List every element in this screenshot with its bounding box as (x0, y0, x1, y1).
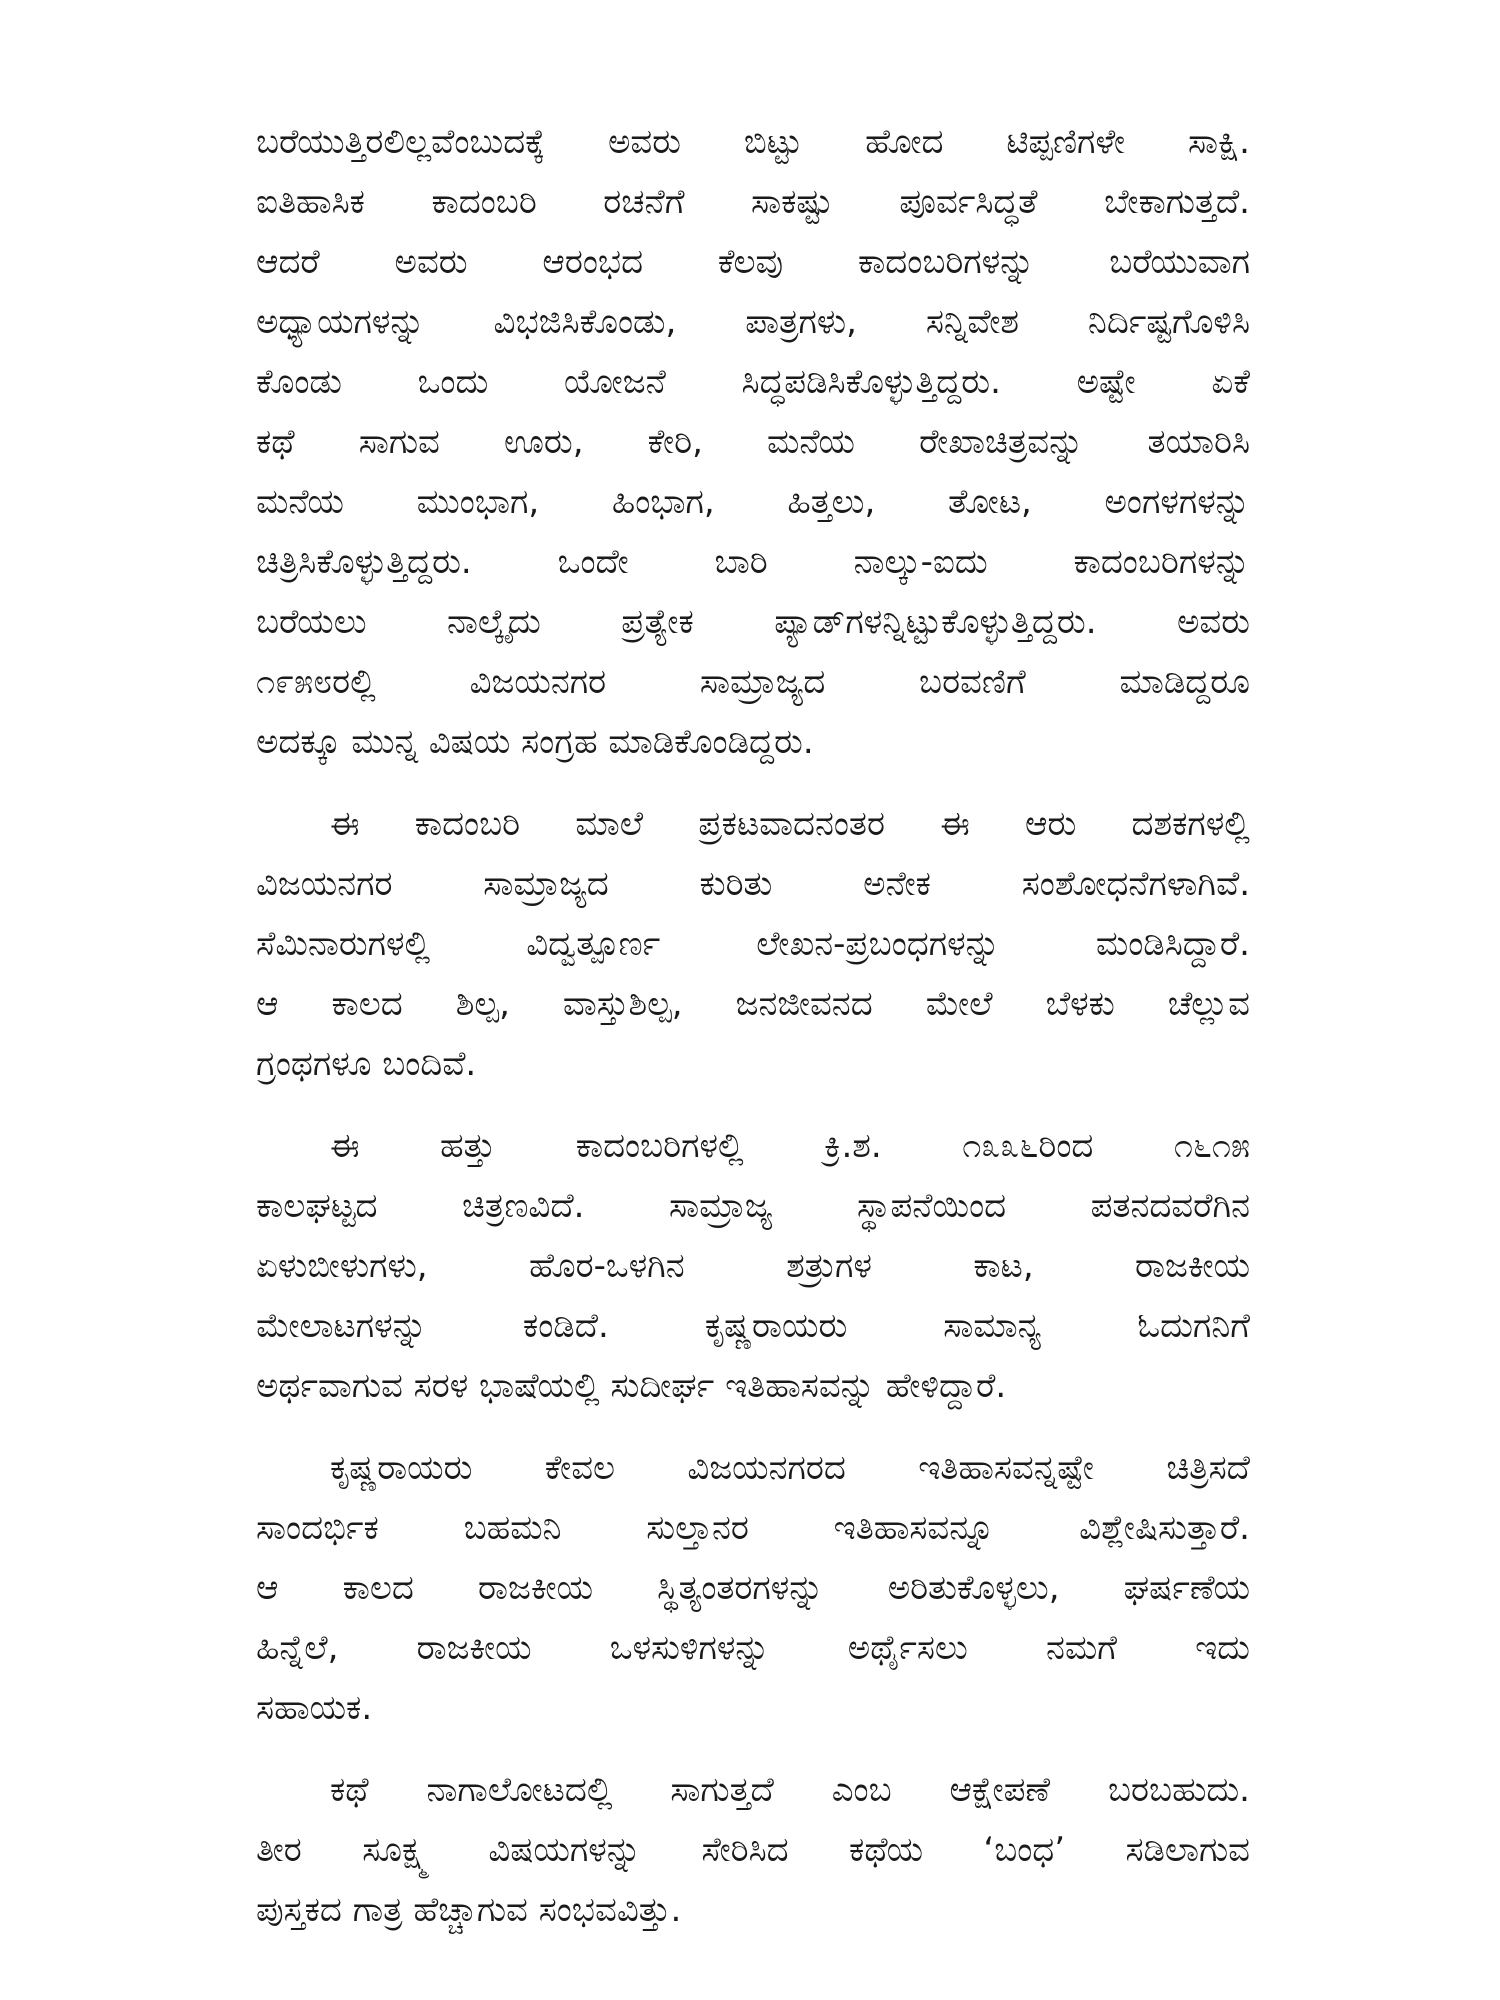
text-line: ೧೯೫೮ರಲ್ಲಿ ವಿಜಯನಗರ ಸಾಮ್ರಾಜ್ಯದ ಬರವಣಿಗೆ ಮಾಡಿದ್ದರೂ (256, 662, 1250, 702)
text-line: ಮನೆಯ ಮುಂಭಾಗ, ಹಿಂಭಾಗ, ಹಿತ್ತಲು, ತೋಟ, ಅಂಗಳಗಳನ್ನು (256, 482, 1250, 522)
text-line: ಕೃಷ್ಣರಾಯರು ಕೇವಲ ವಿಜಯನಗರದ ಇತಿಹಾಸವನ್ನಷ್ಟೇ ಚಿತ್ರಿಸದೆ (330, 1448, 1250, 1488)
text-line: ಅದಕ್ಕೂ ಮುನ್ನ ವಿಷಯ ಸಂಗ್ರಹ ಮಾಡಿಕೊಂಡಿದ್ದರು. (256, 722, 814, 762)
paragraph (256, 1760, 1250, 1940)
text-line: ಕಾಲಘಟ್ಟದ ಚಿತ್ರಣವಿದೆ. ಸಾಮ್ರಾಜ್ಯ ಸ್ಥಾಪನೆಯಿಂದ ಪತನದವರೆಗಿನ (256, 1186, 1250, 1226)
text-line: ಈ ಹತ್ತು ಕಾದಂಬರಿಗಳಲ್ಲಿ ಕ್ರಿ.ಶ. ೧೩೩೬ರಿಂದ ೧೬೧೫ (330, 1126, 1250, 1166)
text-line: ಬರೆಯಲು ನಾಲ್ಕೈದು ಪ್ರತ್ಯೇಕ ಪ್ಯಾಡ್‌ಗಳನ್ನಿಟ್ಟುಕೊಳ್ಳುತ್ತಿದ್ದರು. ಅವರು (256, 602, 1250, 642)
text-line: ಕಥೆ ನಾಗಾಲೋಟದಲ್ಲಿ ಸಾಗುತ್ತದೆ ಎಂಬ ಆಕ್ಷೇಪಣೆ ಬರಬಹುದು. (330, 1770, 1250, 1810)
text-line: ಆ ಕಾಲದ ಶಿಲ್ಪ, ವಾಸ್ತುಶಿಲ್ಪ, ಜನಜೀವನದ ಮೇಲೆ ಬೆಳಕು ಚೆಲ್ಲುವ (256, 984, 1250, 1024)
paragraph (256, 1438, 1250, 1738)
text-line: ಏಳುಬೀಳುಗಳು, ಹೊರ-ಒಳಗಿನ ಶತ್ರುಗಳ ಕಾಟ, ರಾಜಕೀಯ (256, 1246, 1250, 1286)
text-line: ಈ ಕಾದಂಬರಿ ಮಾಲೆ ಪ್ರಕಟವಾದನಂತರ ಈ ಆರು ದಶಕಗಳಲ್ಲಿ (330, 804, 1250, 844)
text-line: ಆ ಕಾಲದ ರಾಜಕೀಯ ಸ್ಥಿತ್ಯಂತರಗಳನ್ನು ಅರಿತುಕೊಳ್ಳಲು, ಘರ್ಷಣೆಯ (256, 1568, 1250, 1608)
text-line: ಆದರೆ ಅವರು ಆರಂಭದ ಕೆಲವು ಕಾದಂಬರಿಗಳನ್ನು ಬರೆಯುವಾಗ (256, 242, 1250, 282)
text-line: ಸೆಮಿನಾರುಗಳಲ್ಲಿ ವಿದ್ವತ್ಪೂರ್ಣ ಲೇಖನ-ಪ್ರಬಂಧಗಳನ್ನು ಮಂಡಿಸಿದ್ದಾರೆ. (256, 924, 1250, 964)
paragraph (256, 1116, 1250, 1416)
text-line: ಸಾಂದರ್ಭಿಕ ಬಹಮನಿ ಸುಲ್ತಾನರ ಇತಿಹಾಸವನ್ನೂ ವಿಶ್ಲೇಷಿಸುತ್ತಾರೆ. (256, 1508, 1250, 1548)
text-line: ಅಧ್ಯಾಯಗಳನ್ನು ವಿಭಜಿಸಿಕೊಂಡು, ಪಾತ್ರಗಳು, ಸನ್ನಿವೇಶ ನಿರ್ದಿಷ್ಟಗೊಳಿಸಿ (256, 302, 1250, 342)
text-line: ಪುಸ್ತಕದ ಗಾತ್ರ ಹೆಚ್ಚಾಗುವ ಸಂಭವವಿತ್ತು. (256, 1890, 682, 1930)
text-line: ವಿಜಯನಗರ ಸಾಮ್ರಾಜ್ಯದ ಕುರಿತು ಅನೇಕ ಸಂಶೋಧನೆಗಳಾಗಿವೆ. (256, 864, 1250, 904)
text-line: ಚಿತ್ರಿಸಿಕೊಳ್ಳುತ್ತಿದ್ದರು. ಒಂದೇ ಬಾರಿ ನಾಲ್ಕು-ಐದು ಕಾದಂಬರಿಗಳನ್ನು (256, 542, 1250, 582)
text-line: ಮೇಲಾಟಗಳನ್ನು ಕಂಡಿದೆ. ಕೃಷ್ಣರಾಯರು ಸಾಮಾನ್ಯ ಓದುಗನಿಗೆ (256, 1306, 1250, 1346)
text-line: ಕಥೆ ಸಾಗುವ ಊರು, ಕೇರಿ, ಮನೆಯ ರೇಖಾಚಿತ್ರವನ್ನು ತಯಾರಿಸಿ (256, 422, 1250, 462)
text-line: ಅರ್ಥವಾಗುವ ಸರಳ ಭಾಷೆಯಲ್ಲಿ ಸುದೀರ್ಘ ಇತಿಹಾಸವನ್ನು ಹೇಳಿದ್ದಾರೆ. (256, 1366, 1007, 1406)
text-line: ತೀರ ಸೂಕ್ಷ್ಮ ವಿಷಯಗಳನ್ನು ಸೇರಿಸಿದ ಕಥೆಯ ‘ಬಂಧ’ ಸಡಿಲಾಗುವ (256, 1830, 1250, 1870)
paragraph (256, 794, 1250, 1094)
document-page (256, 112, 1250, 1962)
text-line: ಸಹಾಯಕ. (256, 1688, 373, 1728)
text-line: ಹಿನ್ನೆಲೆ, ರಾಜಕೀಯ ಒಳಸುಳಿಗಳನ್ನು ಅರ್ಥೈಸಲು ನಮಗೆ ಇದು (256, 1628, 1250, 1668)
text-line: ಕೊಂಡು ಒಂದು ಯೋಜನೆ ಸಿದ್ಧಪಡಿಸಿಕೊಳ್ಳುತ್ತಿದ್ದರು. ಅಷ್ಟೇ ಏಕೆ (256, 362, 1250, 402)
text-line: ಬರೆಯುತ್ತಿರಲಿಲ್ಲವೆಂಬುದಕ್ಕೆ ಅವರು ಬಿಟ್ಟು ಹೋದ ಟಿಪ್ಪಣಿಗಳೇ ಸಾಕ್ಷಿ. (256, 122, 1250, 162)
text-line: ಐತಿಹಾಸಿಕ ಕಾದಂಬರಿ ರಚನೆಗೆ ಸಾಕಷ್ಟು ಪೂರ್ವಸಿದ್ಧತೆ ಬೇಕಾಗುತ್ತದೆ. (256, 182, 1250, 222)
text-line: ಗ್ರಂಥಗಳೂ ಬಂದಿವೆ. (256, 1044, 477, 1084)
paragraph (256, 112, 1250, 772)
